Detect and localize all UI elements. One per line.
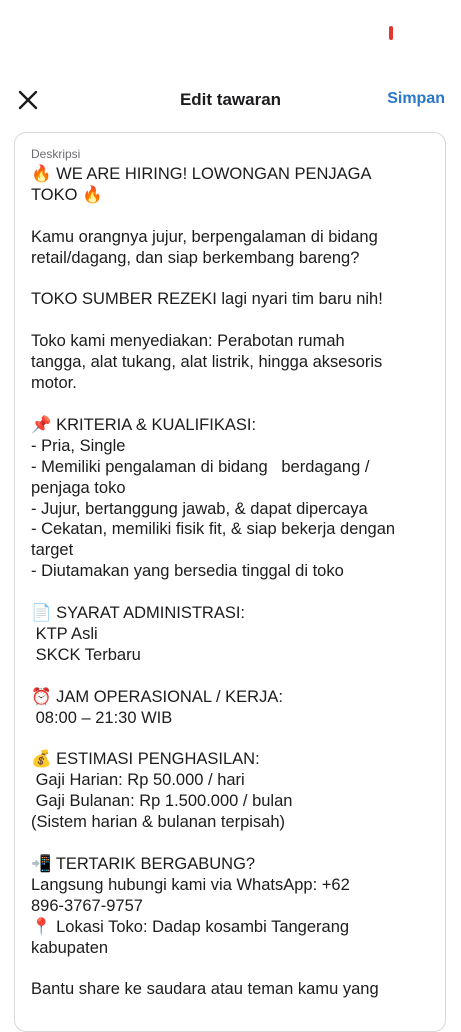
top-navigation-bar [0, 72, 461, 128]
description-field[interactable] [14, 132, 446, 1032]
close-icon [10, 82, 46, 118]
close-button[interactable] [10, 82, 46, 118]
status-bar [0, 0, 461, 66]
description-label: Deskripsi [31, 147, 81, 161]
page-title: Edit tawaran [179, 90, 282, 109]
recording-indicator-icon [389, 26, 393, 40]
description-textarea[interactable]: 🔥 WE ARE HIRING! LOWONGAN PENJAGA TOKO 🔥 Kamu orangnya jujur, berpengalaman di bidang retail/dagang, dan siap berkembang bareng? TOKO SUMBER REZEKI lagi nyari tim baru nih! Toko kami menyediakan: Perabotan rumah tangga, alat tukang, alat listrik, hingga aksesoris motor. 📌 KRITERIA & KUALIFIKASI: - Pria, Single - Memiliki pengalaman di bidang berdagang / penjaga toko - Jujur, bertanggung jawab, & dapat dipercaya - Cekatan, memiliki fisik fit, & siap bekerja dengan target - Diutamakan yang bersedia tinggal di toko 📄 SYARAT ADMINISTRASI: KTP Asli SKCK Terbaru ⏰ JAM OPERASIONAL / KERJA: 08:00 – 21:30 WIB 💰 ESTIMASI PENGHASILAN: Gaji Harian: Rp 50.000 / hari Gaji Bulanan: Rp 1.500.000 / bulan (Sistem harian & bulanan terpisah) 📲 TERTARIK BERGABUNG? Langsung hubungi kami via WhatsApp: +62 896-3767-9757 📍 Lokasi Toko: Dadap kosambi Tangerang kabupaten Bantu share ke saudara atau teman kamu yang [31, 165, 396, 999]
save-button[interactable]: Simpan [387, 90, 445, 107]
